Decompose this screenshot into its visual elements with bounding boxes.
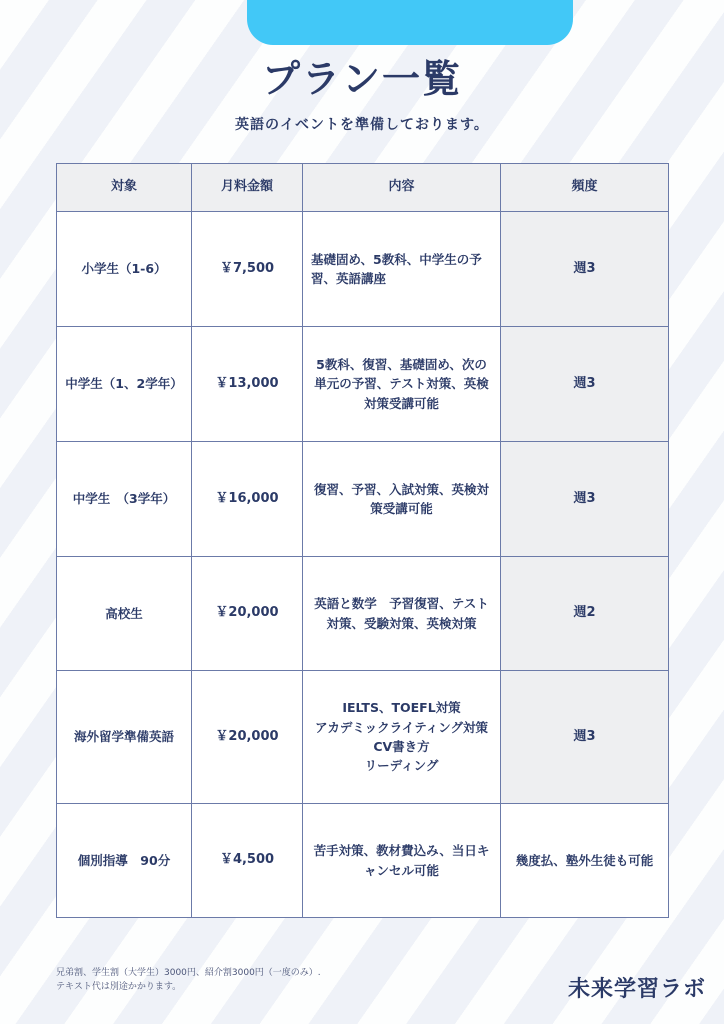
header-content: 内容 (303, 164, 501, 212)
cell-content: 英語と数学 予習復習、テスト対策、受験対策、英検対策 (303, 557, 501, 671)
page-subtitle: 英語のイベントを準備しております。 (235, 117, 489, 133)
cell-content: 5教科、復習、基礎固め、次の単元の予習、テスト対策、英検対策受講可能 (303, 327, 501, 442)
table-header-row (57, 164, 669, 212)
cell-frequency: 週3 (501, 671, 669, 804)
content-line: CV書き方 (373, 739, 430, 754)
cell-target: 海外留学準備英語 (57, 671, 192, 804)
brand-name: 未来学習ラボ (567, 977, 706, 1002)
cell-price: ￥4,500 (192, 804, 303, 918)
cell-price: ￥13,000 (192, 327, 303, 442)
cell-target: 小学生（1-6） (57, 212, 192, 327)
table-row (57, 212, 669, 327)
cell-price: ￥16,000 (192, 442, 303, 557)
cell-content: 基礎固め、5教科、中学生の予習、英語講座 (303, 212, 501, 327)
page-title: プラン一覧 (261, 57, 462, 101)
content-line: リーディング (364, 758, 439, 774)
cell-target: 高校生 (57, 557, 192, 671)
table-row (57, 327, 669, 442)
content-line: アカデミックライティング対策 (314, 719, 488, 735)
cell-price: ￥20,000 (192, 557, 303, 671)
cell-content: 苦手対策、教材費込み、当日キャンセル可能 (303, 804, 501, 918)
table-row (57, 804, 669, 918)
cell-content (303, 671, 501, 804)
plan-table (56, 163, 669, 918)
top-accent-tab (247, 0, 573, 45)
cell-frequency: 週3 (501, 212, 669, 327)
cell-target: 中学生（1、2学年） (57, 327, 192, 442)
header-price: 月料金額 (192, 164, 303, 212)
table-row (57, 442, 669, 557)
cell-frequency: 幾度払、塾外生徒も可能 (501, 804, 669, 918)
table-row (57, 557, 669, 671)
header-target: 対象 (57, 164, 192, 212)
footnote-line: 兄弟割、学生割（大学生）3000円、紹介割3000円（一度のみ）. (56, 968, 321, 978)
header-frequency: 頻度 (501, 164, 669, 212)
cell-target: 中学生 （3学年） (57, 442, 192, 557)
cell-frequency: 週3 (501, 442, 669, 557)
cell-content: 復習、予習、入試対策、英検対策受講可能 (303, 442, 501, 557)
footnote (56, 966, 321, 995)
cell-frequency: 週2 (501, 557, 669, 671)
cell-target: 個別指導 90分 (57, 804, 192, 918)
content-line: IELTS、TOEFL対策 (342, 700, 461, 716)
cell-frequency: 週3 (501, 327, 669, 442)
cell-price: ￥7,500 (192, 212, 303, 327)
table-row (57, 671, 669, 804)
footnote-line: テキスト代は別途かかります。 (56, 982, 182, 993)
cell-price: ￥20,000 (192, 671, 303, 804)
